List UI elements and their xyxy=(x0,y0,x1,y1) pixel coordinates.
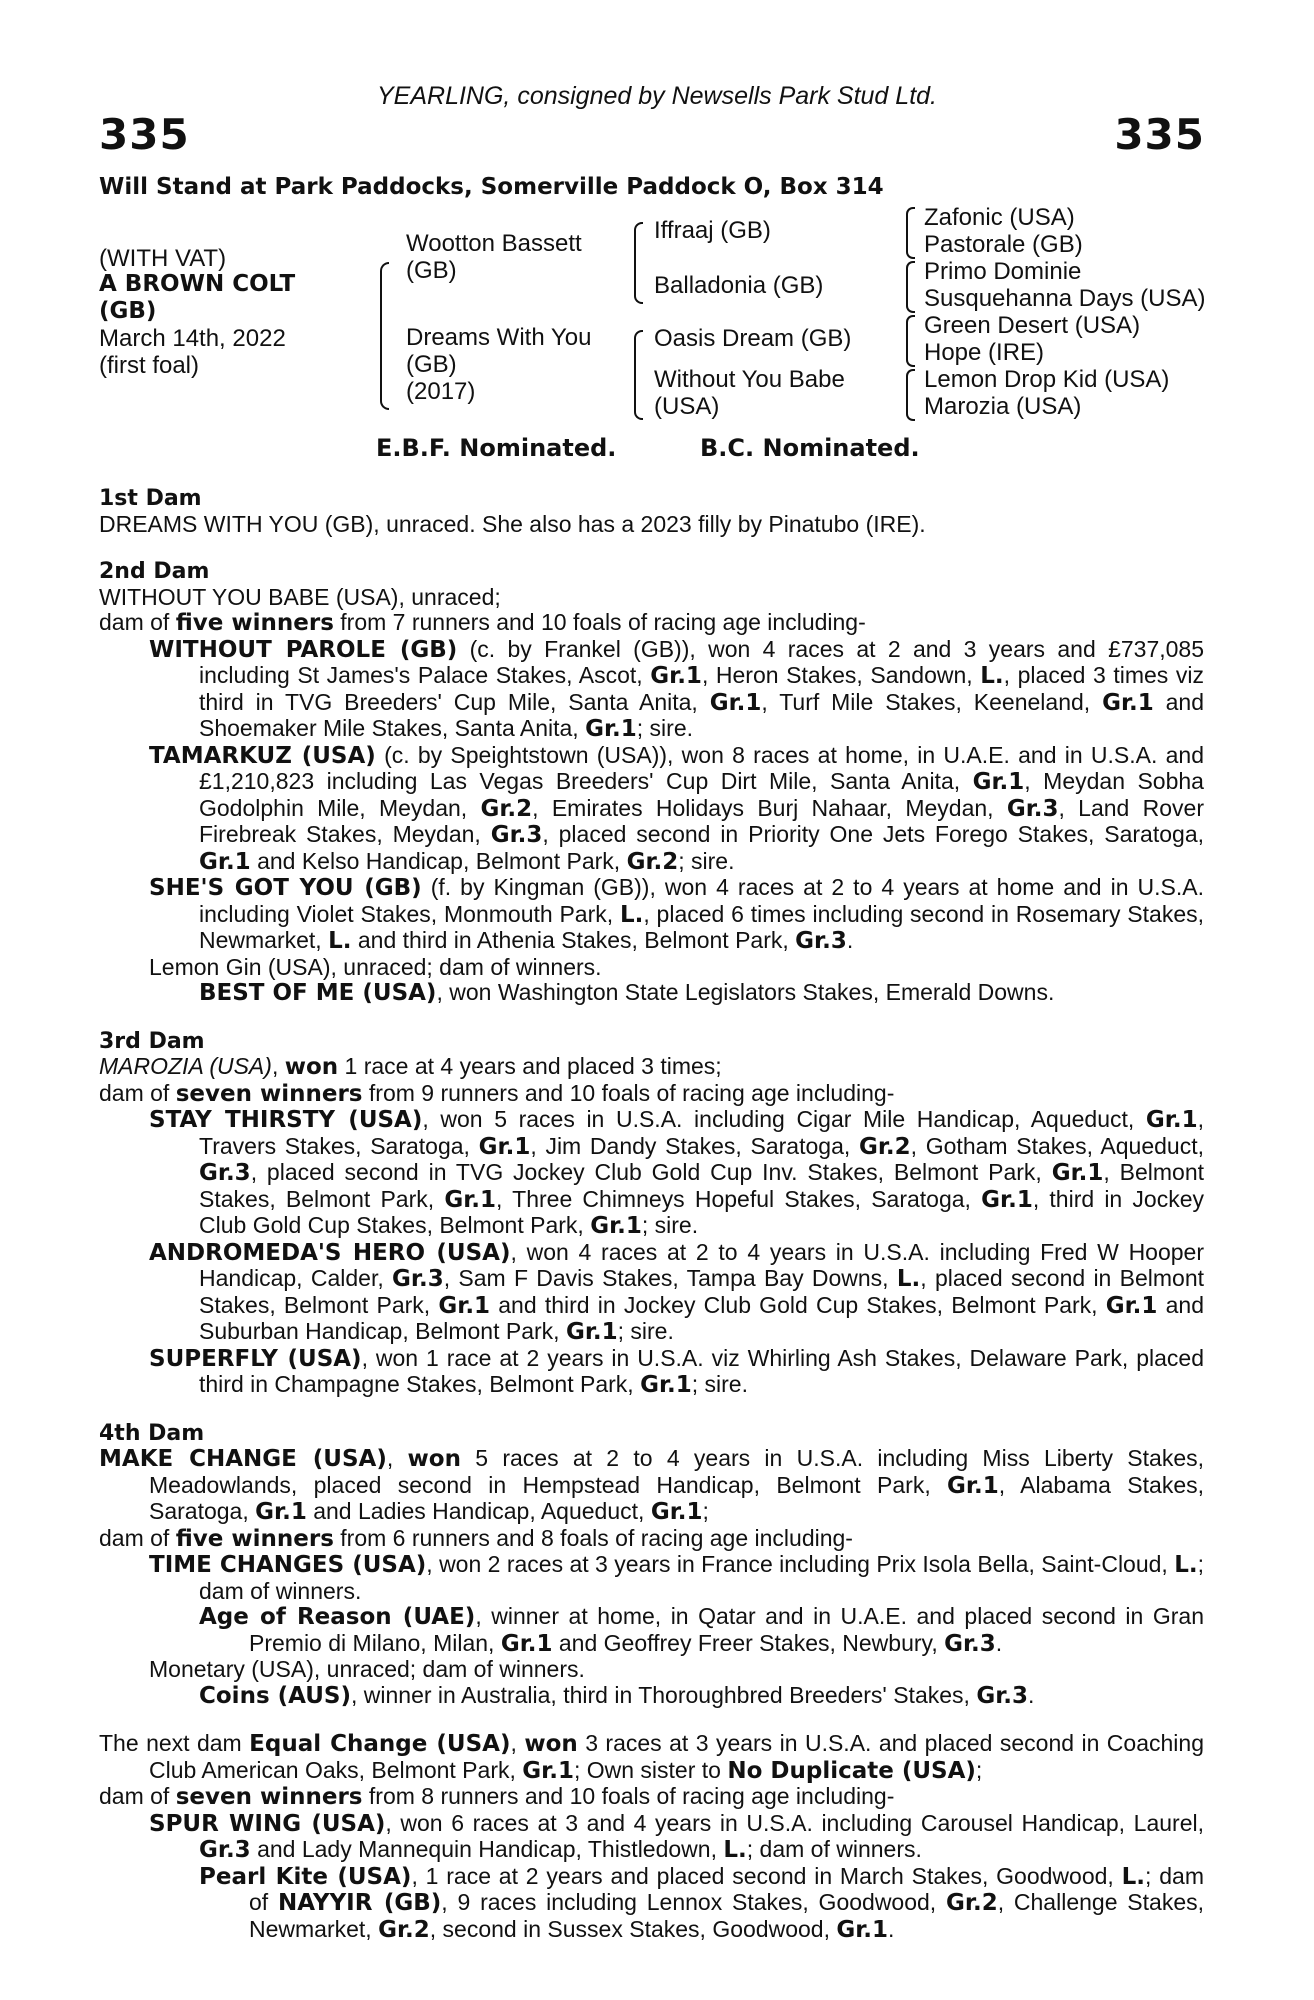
list-item: TAMARKUZ (USA) (c. by Speightstown (USA)), won 8 races at home, in U.A.E. and in U.S.A. and £1,210,823 including Las Vegas Breeders' Cup Dirt Mile, Santa Anita, Gr.1, Meydan Sobha Godolphin Mile, Meydan, Gr.2, Emirates Holidays Burj Nahaar, Meydan, Gr.3, Land Rover Firebreak Stakes, Meydan, Gr.3, placed second in Priority One Jets Forego Stakes, Saratoga, Gr.1 and Kelso Handicap, Belmont Park, Gr.2; sire. xyxy=(149,741,1204,875)
ebf-nomination: E.B.F. Nominated. xyxy=(376,434,617,462)
next-dam-line: The next dam Equal Change (USA), won 3 races at 3 years in U.S.A. and placed second in Coaching Club American Oaks, Belmont Park, Gr.1; Own sister to No Duplicate (USA); xyxy=(99,1730,1204,1784)
fourth-dam-line: MAKE CHANGE (USA), won 5 races at 2 to 4 years in U.S.A. including Miss Liberty Stakes, Meadowlands, placed second in Hempstead Handicap, Belmont Park, Gr.1, Alabama Stakes, Saratoga, Gr.1 and Ladies Handicap, Aqueduct, Gr.1; xyxy=(99,1445,1204,1525)
list-item: Pearl Kite (USA), 1 race at 2 years and placed second in March Stakes, Goodwood, L.; dam of NAYYIR (GB), 9 races including Lennox Stakes, Goodwood, Gr.2, Challenge Stakes, Newmarket, Gr.2, second in Sussex Stakes, Goodwood, Gr.1. xyxy=(199,1862,1205,1943)
second-dam-heading: 2nd Dam xyxy=(99,559,210,584)
foaling-date: March 14th, 2022 xyxy=(99,325,286,352)
fourth-dam-section xyxy=(99,1421,1204,1710)
dam-origin: (GB) xyxy=(406,351,457,378)
sire-dam-dam: Susquehanna Days (USA) xyxy=(924,285,1206,312)
sire-name: Wootton Bassett xyxy=(406,230,582,257)
dam-sire-sire: Green Desert (USA) xyxy=(924,312,1141,339)
third-dam-produce: dam of seven winners from 9 runners and 10 foals of racing age including- xyxy=(99,1079,895,1107)
second-dam-produce: dam of five winners from 7 runners and 10 foals of racing age including- xyxy=(99,609,866,636)
dam-dam: Without You Babe xyxy=(654,366,845,393)
dam-year: (2017) xyxy=(406,378,476,405)
brace-g3-4 xyxy=(906,369,915,421)
dam-dam-sire: Lemon Drop Kid (USA) xyxy=(924,366,1170,393)
fourth-dam-heading: 4th Dam xyxy=(99,1420,205,1446)
list-item: SHE'S GOT YOU (GB) (f. by Kingman (GB)), won 4 races at 2 to 4 years at home and in U.S.A. including Violet Stakes, Monmouth Park, L., placed 6 times including second in Rosemary Stakes, Newmarket, L. and third in Athenia Stakes, Belmont Park, Gr.3. xyxy=(149,874,1204,954)
lot-number-right: 335 xyxy=(1114,110,1205,159)
dam-name: Dreams With You xyxy=(406,324,592,351)
list-item: Lemon Gin (USA), unraced; dam of winners. xyxy=(149,953,602,980)
list-item: WITHOUT PAROLE (GB) (c. by Frankel (GB)), won 4 races at 2 and 3 years and £737,085 including St James's Palace Stakes, Ascot, Gr.1, Heron Stakes, Sandown, L., placed 3 times viz third in TVG Breeders' Cup Mile, Santa Anita, Gr.1, Turf Mile Stakes, Keeneland, Gr.1 and Shoemaker Mile Stakes, Santa Anita, Gr.1; sire. xyxy=(149,635,1205,742)
sire-sire-sire: Zafonic (USA) xyxy=(924,204,1075,231)
dam-sire-dam: Hope (IRE) xyxy=(924,339,1045,366)
sire-origin: (GB) xyxy=(406,257,457,284)
brace-g3-3 xyxy=(906,315,915,367)
horse-description: A BROWN COLT xyxy=(99,271,296,297)
list-item: STAY THIRSTY (USA), won 5 races in U.S.A. including Cigar Mile Handicap, Aqueduct, Gr.1, Travers Stakes, Saratoga, Gr.1, Jim Dandy Stakes, Saratoga, Gr.2, Gotham Stakes, Aqueduct, Gr.3, placed second in TVG Jockey Club Gold Cup Inv. Stakes, Belmont Park, Gr.1, Belmont Stakes, Belmont Park, Gr.1, Three Chimneys Hopeful Stakes, Saratoga, Gr.1, third in Jockey Club Gold Cup Stakes, Belmont Park, Gr.1; sire. xyxy=(149,1106,1204,1239)
sire-dam: Balladonia (GB) xyxy=(654,272,824,299)
first-dam-text: DREAMS WITH YOU (GB), unraced. She also has a 2023 filly by Pinatubo (IRE). xyxy=(99,510,926,537)
foal-note: (first foal) xyxy=(99,352,200,379)
horse-origin: (GB) xyxy=(99,298,157,324)
list-item: Monetary (USA), unraced; dam of winners. xyxy=(149,1656,585,1682)
list-item: Age of Reason (UAE), winner at home, in Qatar and in U.A.E. and placed second in Gran Premio di Milano, Milan, Gr.1 and Geoffrey Freer Stakes, Newbury, Gr.3. xyxy=(199,1603,1204,1657)
sire-dam-brace xyxy=(380,262,389,410)
dam-dam-dam: Marozia (USA) xyxy=(924,393,1082,420)
consignor-line: YEARLING, consigned by Newsells Park Stud Ltd. xyxy=(377,82,937,110)
list-item: SPUR WING (USA), won 6 races at 3 and 4 years in U.S.A. including Carousel Handicap, Laurel, Gr.3 and Lady Mannequin Handicap, Thistledown, L.; dam of winners. xyxy=(149,1809,1204,1863)
second-dam-section xyxy=(99,559,1204,1007)
list-item: TIME CHANGES (USA), won 2 races at 3 years in France including Prix Isola Bella, Saint-Cloud, L.; dam of winners. xyxy=(149,1551,1205,1604)
dam-dam-origin: (USA) xyxy=(654,393,720,420)
first-dam-section xyxy=(99,486,1204,537)
bc-nomination: B.C. Nominated. xyxy=(700,434,920,462)
brace-g3-1 xyxy=(906,207,915,259)
list-item: SUPERFLY (USA), won 1 race at 2 years in U.S.A. viz Whirling Ash Stakes, Delaware Park, placed third in Champagne Stakes, Belmont Park, Gr.1; sire. xyxy=(149,1344,1204,1398)
dam-sire: Oasis Dream (GB) xyxy=(654,325,852,352)
next-dam-produce: dam of seven winners from 8 runners and 10 foals of racing age including- xyxy=(99,1783,895,1810)
stand-location: Will Stand at Park Paddocks, Somerville Paddock O, Box 314 xyxy=(99,174,884,200)
next-dam-section xyxy=(99,1731,1204,1943)
first-dam-heading: 1st Dam xyxy=(99,486,202,511)
sire-parents-brace xyxy=(634,222,643,304)
brace-g3-2 xyxy=(906,261,915,313)
third-dam-section xyxy=(99,1029,1204,1399)
fourth-dam-produce: dam of five winners from 6 runners and 8 foals of racing age including- xyxy=(99,1524,853,1552)
sire-sire-dam: Pastorale (GB) xyxy=(924,231,1083,258)
list-item: BEST OF ME (USA), won Washington State Legislators Stakes, Emerald Downs. xyxy=(199,979,1055,1006)
sire-sire: Iffraaj (GB) xyxy=(654,217,771,244)
third-dam-line: MAROZIA (USA), won 1 race at 4 years and placed 3 times; xyxy=(99,1053,722,1080)
sire-dam-sire: Primo Dominie xyxy=(924,258,1082,285)
lot-number-left: 335 xyxy=(99,110,190,159)
catalogue-body xyxy=(99,486,1204,1965)
list-item: ANDROMEDA'S HERO (USA), won 4 races at 2 to 4 years in U.S.A. including Fred W Hooper Handicap, Calder, Gr.3, Sam F Davis Stakes, Tampa Bay Downs, L., placed second in Belmont Stakes, Belmont Park, Gr.1 and third in Jockey Club Gold Cup Stakes, Belmont Park, Gr.1 and Suburban Handicap, Belmont Park, Gr.1; sire. xyxy=(149,1238,1205,1345)
list-item: Coins (AUS), winner in Australia, third in Thoroughbred Breeders' Stakes, Gr.3. xyxy=(199,1681,1035,1709)
second-dam-line: WITHOUT YOU BABE (USA), unraced; xyxy=(99,583,501,610)
dam-parents-brace xyxy=(634,330,643,420)
third-dam-heading: 3rd Dam xyxy=(99,1028,205,1054)
vat-note: (WITH VAT) xyxy=(99,245,227,272)
